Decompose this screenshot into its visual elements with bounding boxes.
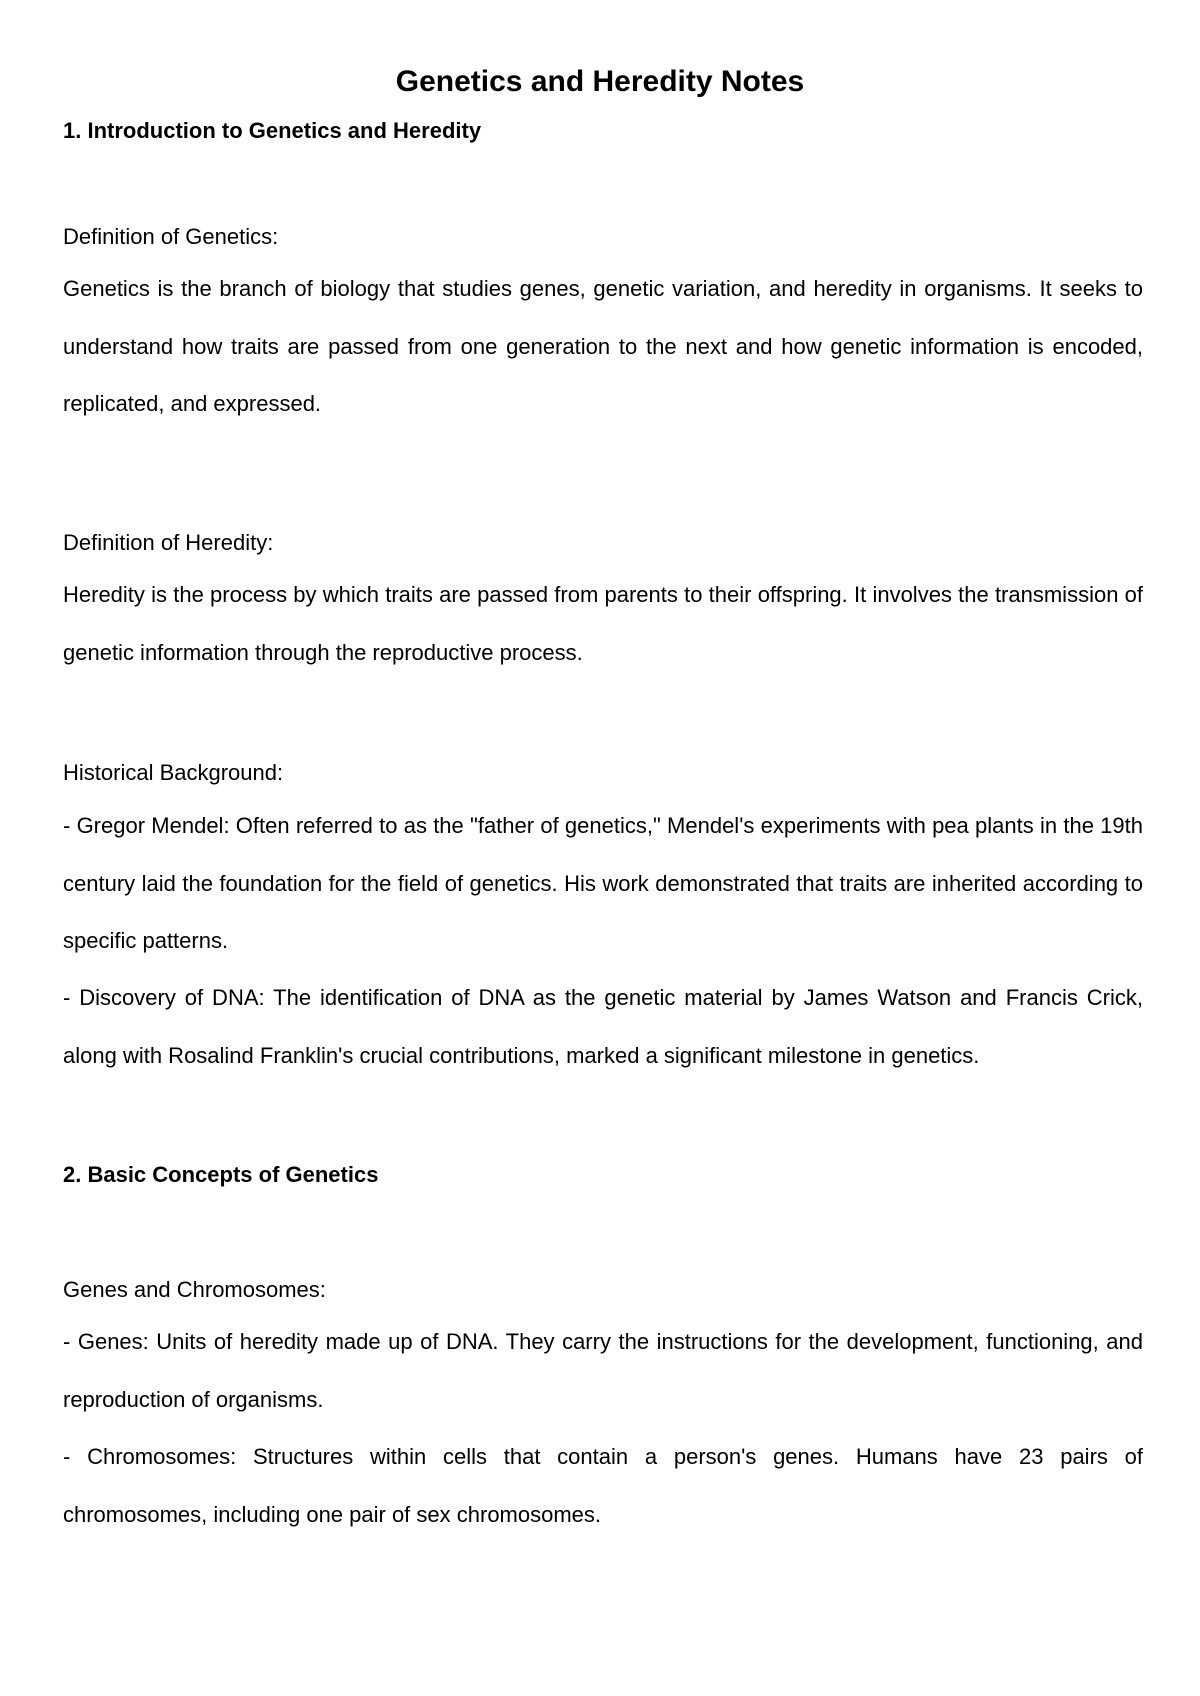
list-item-discovery-of-dna: - Discovery of DNA: The identification of DNA as the genetic material by James Watson and Francis Crick, along with Rosalind Franklin's crucial contributions, marked a significant milestone in genetics. — [63, 985, 1143, 1068]
list-item-genes: - Genes: Units of heredity made up of DNA. They carry the instructions for the development, functioning, and reproduction of organisms. — [63, 1329, 1143, 1412]
label-definition-heredity: Definition of Heredity: — [63, 530, 274, 555]
section-heading-basic-concepts: 2. Basic Concepts of Genetics — [63, 1162, 379, 1187]
paragraph-definition-heredity: Heredity is the process by which traits are passed from parents to their offspring. It involves the transmission of genetic information through the reproductive process. — [63, 582, 1143, 665]
list-item-gregor-mendel: - Gregor Mendel: Often referred to as the "father of genetics," Mendel's experiments with pea plants in the 19th century laid the foundation for the field of genetics. His work demonstrated that traits are inherited according to specific patterns. — [63, 813, 1143, 953]
document-title: Genetics and Heredity Notes — [395, 65, 805, 98]
label-definition-genetics: Definition of Genetics: — [63, 224, 279, 249]
list-item-chromosomes: - Chromosomes: Structures within cells that contain a person's genes. Humans have 23 pairs of chromosomes, including one pair of sex chromosomes. — [63, 1444, 1143, 1527]
paragraph-definition-genetics: Genetics is the branch of biology that studies genes, genetic variation, and heredity in organisms. It seeks to understand how traits are passed from one generation to the next and how genetic information is encoded, replicated, and expressed. — [63, 276, 1143, 416]
section-heading-introduction: 1. Introduction to Genetics and Heredity — [63, 118, 482, 143]
label-genes-and-chromosomes: Genes and Chromosomes: — [63, 1277, 326, 1302]
label-historical-background: Historical Background: — [63, 760, 284, 785]
